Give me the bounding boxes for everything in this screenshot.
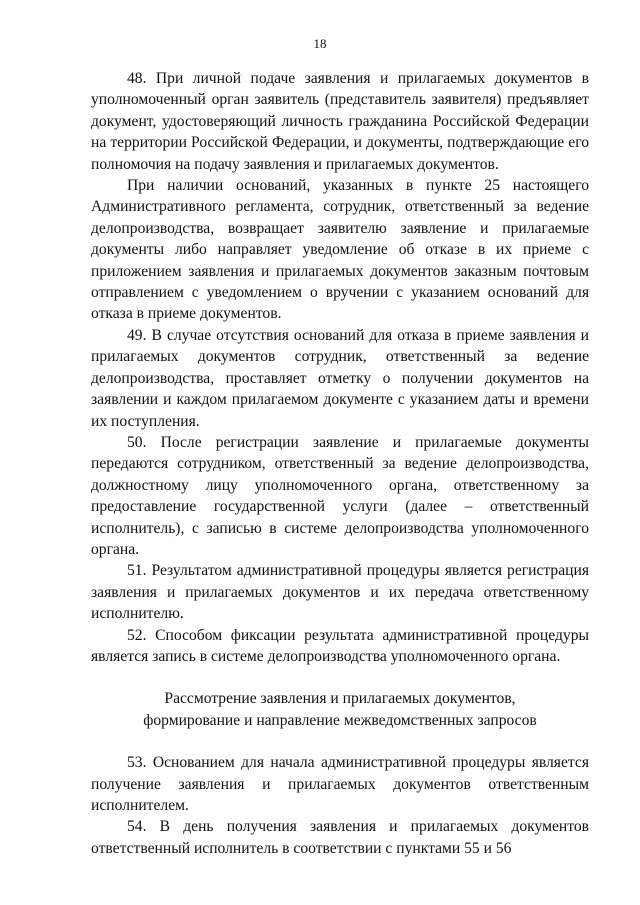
section-heading	[91, 688, 589, 731]
paragraph-48: 48. При личной подаче заявления и прилагаемых документов в уполномоченный орган заявитель (представитель заявителя) предъявляет документ, удостоверяющий личность гражданина Российской Федерации на территории Российской Федерации, и документы, подтверждающие его полномочия на подачу заявления и прилагаемых документов.	[91, 70, 589, 173]
section-heading-line-2: формирование и направление межведомственных запросов	[143, 711, 537, 729]
document-body	[91, 68, 589, 859]
paragraph-54: 54. В день получения заявления и прилагаемых документов ответственный исполнитель в соответствии с пунктами 55 и 56	[91, 818, 589, 857]
paragraph-53: 53. Основанием для начала административной процедуры является получение заявления и прилагаемых документов ответственным исполнителем.	[91, 754, 589, 814]
paragraph-49: 49. В случае отсутствия оснований для отказа в приеме заявления и прилагаемых документов сотрудник, ответственный за ведение делопроизводства, проставляет отметку о получении документов на заявлении и каждом прилагаемом документе с указанием даты и времени их поступления.	[91, 326, 589, 430]
paragraph-48-continued: При наличии оснований, указанных в пункте 25 настоящего Административного регламента, сотрудник, ответственный за ведение делопроизводства, возвращает заявителю заявление и прилагаемые документы либо направляет уведомление об отказе в их приеме с приложением заявления и прилагаемых документов заказным почтовым отправлением с уведомлением о вручении с указанием оснований для отказа в приеме документов.	[91, 177, 589, 323]
paragraph-51: 51. Результатом административной процедуры является регистрация заявления и прилагаемых документов и их передача ответственному исполнителю.	[91, 562, 589, 623]
section-heading-line-1: Рассмотрение заявления и прилагаемых документов,	[164, 690, 516, 708]
page-number: 18	[313, 36, 327, 51]
paragraph-50: 50. После регистрации заявление и прилагаемые документы передаются сотрудником, ответственный за ведение делопроизводства, должностному лицу уполномоченного органа, ответственному за предоставление государственной услуги (далее – ответственный исполнитель), с записью в системе делопроизводства уполномоченного органа.	[91, 433, 589, 558]
paragraph-52: 52. Способом фиксации результата административной процедуры является запись в системе делопроизводства уполномоченного органа.	[91, 626, 589, 665]
